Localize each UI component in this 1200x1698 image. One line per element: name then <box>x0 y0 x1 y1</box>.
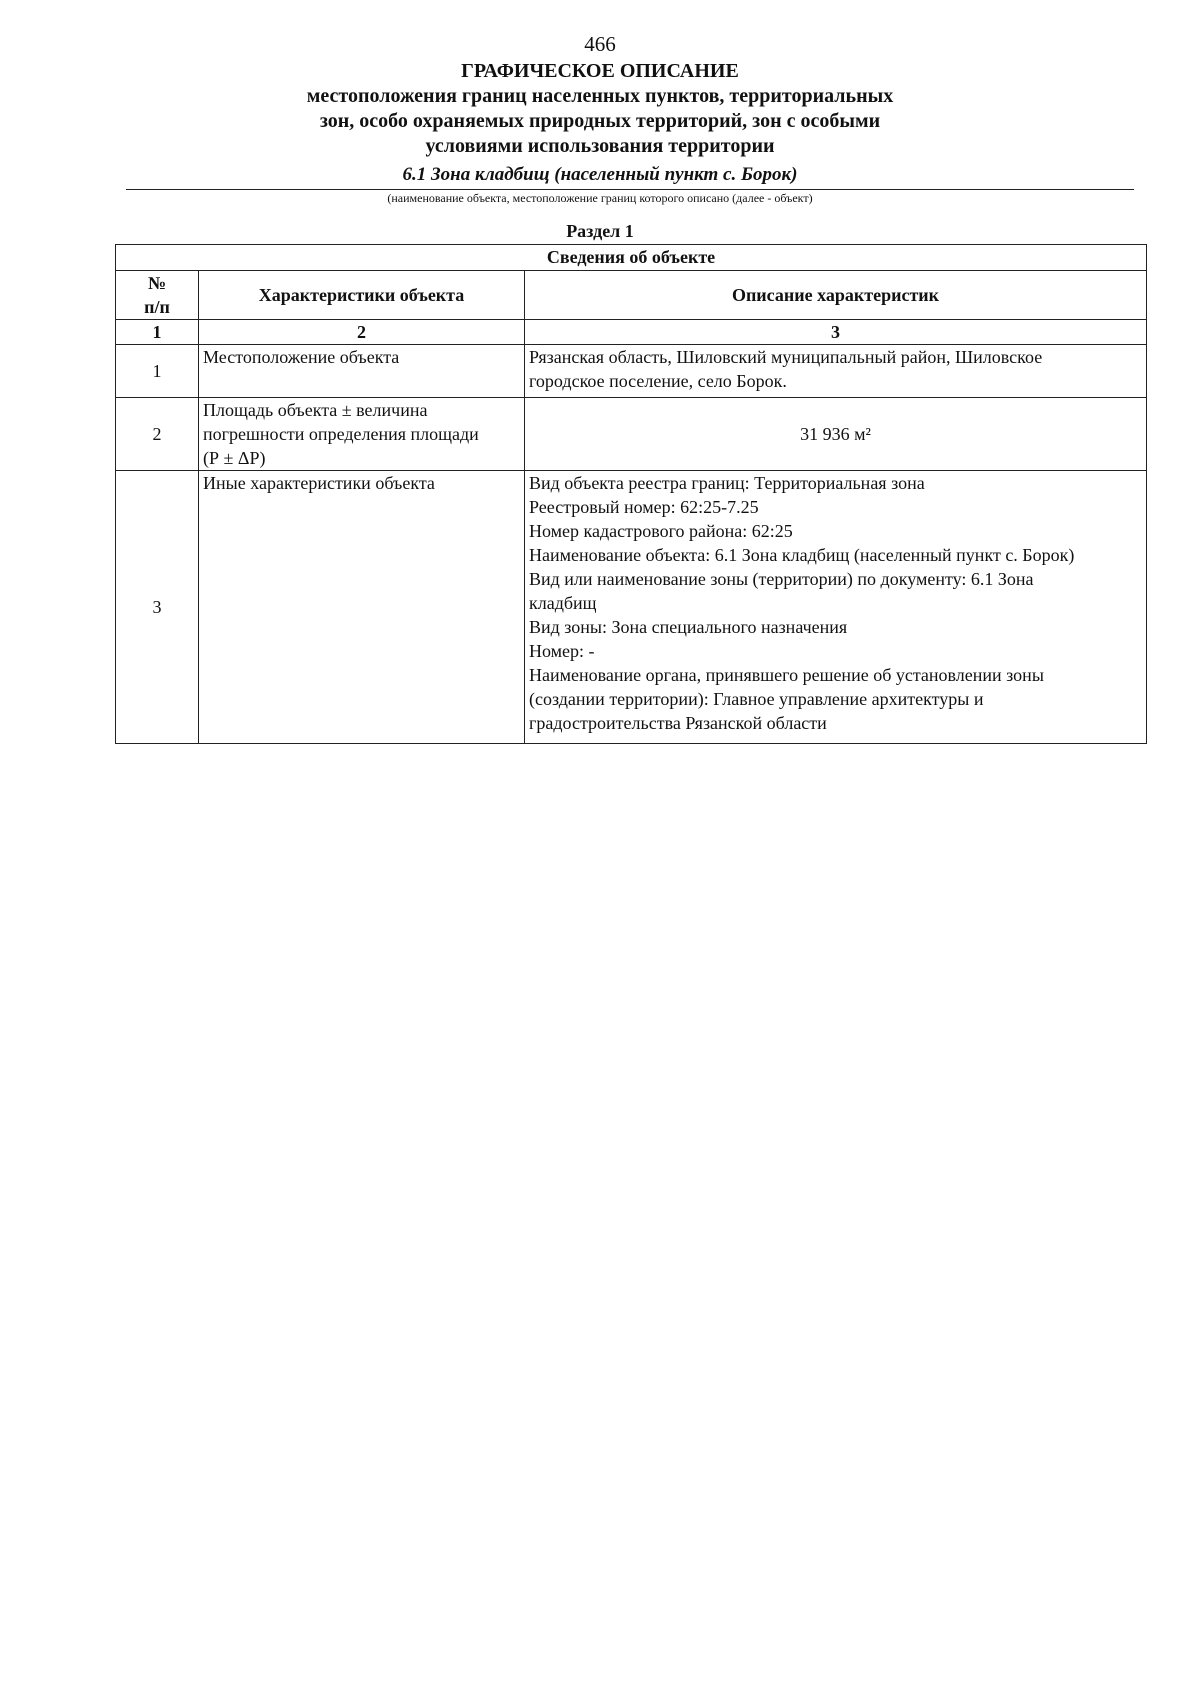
description-line: Вид объекта реестра границ: Территориальная зона <box>529 473 925 493</box>
description-line: (создании территории): Главное управление архитектуры и <box>529 689 984 709</box>
object-info-table <box>115 244 1147 744</box>
section-title: Раздел 1 <box>566 221 634 241</box>
header-number <box>116 271 199 320</box>
subtitle-line: зон, особо охраняемых природных территорий, зон с особыми <box>319 110 881 132</box>
page-number: 466 <box>584 32 616 56</box>
characteristic-line: погрешности определения площади <box>203 424 479 444</box>
row-characteristic <box>199 398 525 471</box>
row-number: 2 <box>116 398 199 471</box>
characteristic-line: (Р ± ΔР) <box>203 448 266 468</box>
document-subtitle <box>0 84 1200 159</box>
description-line: Вид или наименование зоны (территории) по документу: 6.1 Зона <box>529 569 1034 589</box>
description-line: Наименование объекта: 6.1 Зона кладбищ (населенный пункт с. Борок) <box>529 545 1075 565</box>
characteristic-line: Местоположение объекта <box>203 347 400 367</box>
row-description <box>525 345 1147 398</box>
description-line: Номер: - <box>529 641 595 661</box>
object-name: 6.1 Зона кладбищ (населенный пункт с. Борок) <box>402 164 798 185</box>
row-number: 1 <box>116 345 199 398</box>
table-caption: Сведения об объекте <box>116 245 1147 271</box>
row-characteristic <box>199 471 525 744</box>
row-characteristic <box>199 345 525 398</box>
table-row <box>116 398 1147 471</box>
description-line: Рязанская область, Шиловский муниципальный район, Шиловское <box>529 347 1043 367</box>
header-number-line: п/п <box>144 297 170 317</box>
row-number: 3 <box>116 471 199 744</box>
area-value: 31 936 м² <box>525 398 1147 471</box>
description-line: кладбищ <box>529 593 597 613</box>
header-description: Описание характеристик <box>525 271 1147 320</box>
description-line: Наименование органа, принявшего решение об установлении зоны <box>529 665 1044 685</box>
header-number-line: № <box>147 273 167 293</box>
object-underline <box>126 189 1134 190</box>
characteristic-line: Площадь объекта ± величина <box>203 400 428 420</box>
description-line: градостроительства Рязанской области <box>529 713 827 733</box>
table-row <box>116 471 1147 744</box>
characteristic-line: Иные характеристики объекта <box>203 473 435 493</box>
description-line: Вид зоны: Зона специального назначения <box>529 617 848 637</box>
column-number: 3 <box>525 320 1147 345</box>
header-characteristics: Характеристики объекта <box>199 271 525 320</box>
subtitle-line: местоположения границ населенных пунктов, территориальных <box>306 85 894 107</box>
document-title: ГРАФИЧЕСКОЕ ОПИСАНИЕ <box>461 60 739 82</box>
column-number: 2 <box>199 320 525 345</box>
object-caption: (наименование объекта, местоположение границ которого описано (далее - объект) <box>387 191 813 205</box>
subtitle-line: условиями использования территории <box>425 135 775 157</box>
description-line: Реестровый номер: 62:25-7.25 <box>529 497 759 517</box>
row-description <box>525 471 1147 744</box>
table-row <box>116 345 1147 398</box>
description-line: городское поселение, село Борок. <box>529 371 787 391</box>
description-line: Номер кадастрового района: 62:25 <box>529 521 793 541</box>
column-number: 1 <box>116 320 199 345</box>
